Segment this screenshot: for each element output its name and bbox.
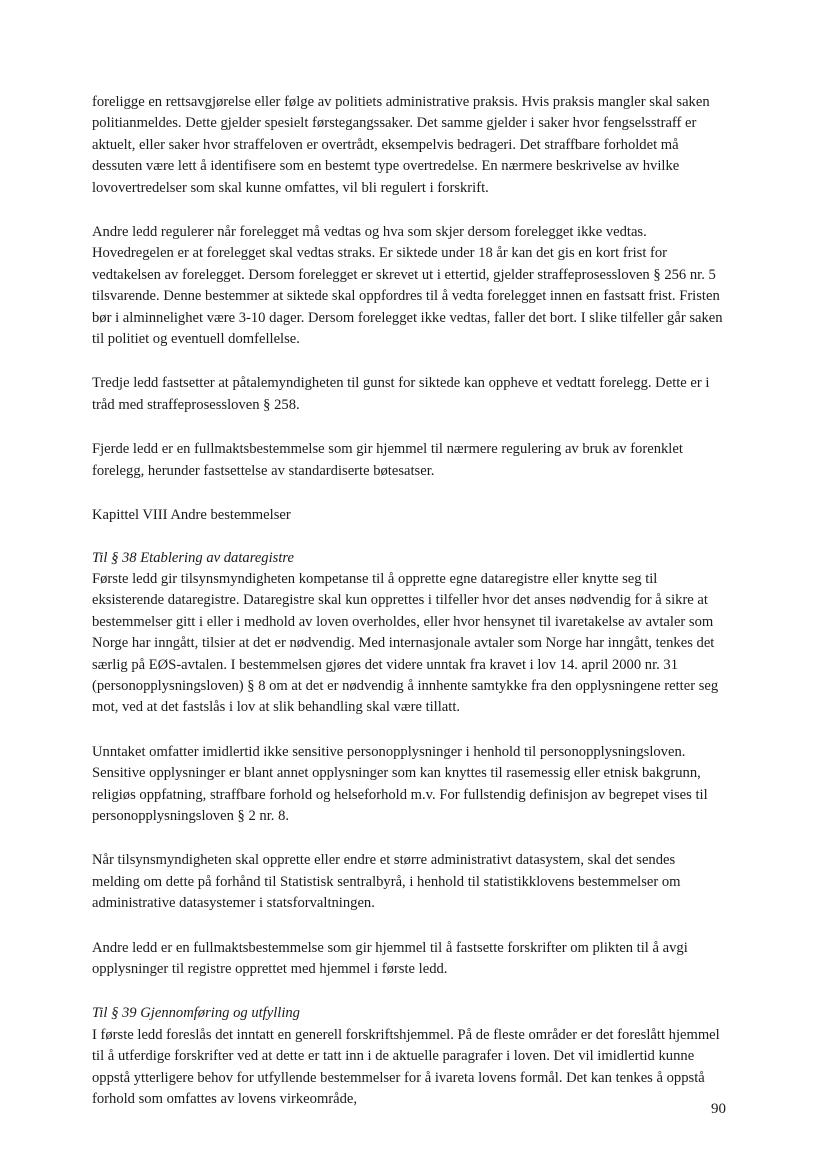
body-paragraph: Første ledd gir tilsynsmyndigheten kompetanse til å opprette egne dataregistre eller knytte seg til eksisterende dataregistre. Dataregistre skal kun opprettes i tilfeller hvor det anses nødvendig for å sikre at bestemmelser gitt i eller i medhold av loven overholdes, eller hvor hensynet til ivaretakelse av avtaler som Norge har inngått, tilsier at det er nødvendig. Med internasjonale avtaler som Norge har inngått, tenkes det særlig på EØS-avtalen. I bestemmelsen gjøres det videre unntak fra kravet i lov 14. april 2000 nr. 31 (personopplysningsloven) § 8 om at det er nødvendig å innhente samtykke fra den opplysningene retter seg mot, ved at det fastslås i lov at slik behandling skal være tillatt.: [92, 570, 719, 716]
section-heading: Til § 38 Etablering av dataregistre: [92, 549, 295, 566]
body-paragraph: Andre ledd regulerer når forelegget må vedtas og hva som skjer dersom forelegget ikke vedtas. Hovedregelen er at forelegget skal vedtas straks. Er siktede under 18 år kan det gis en kort frist for vedtakelsen av forelegget. Dersom forelegget er skrevet ut i ettertid, gjelder straffeprosessloven § 256 nr. 5 tilsvarende. Denne bestemmer at siktede skal oppfordres til å vedta forelegget innen en fastsatt frist. Fristen bør i alminnelighet være 3-10 dager. Dersom forelegget ikke vedtas, faller det bort. I slike tilfeller går saken til politiet og eventuell domfellelse.: [92, 224, 723, 348]
body-paragraph: Fjerde ledd er en fullmaktsbestemmelse som gir hjemmel til nærmere regulering av bruk av forenklet forelegg, herunder fastsettelse av standardiserte bøtesatser.: [92, 441, 683, 479]
document-page: [92, 92, 724, 1133]
page-number: 90: [711, 1101, 726, 1117]
body-paragraph: I første ledd foreslås det inntatt en generell forskriftshjemmel. På de fleste områder er det foreslått hjemmel til å utferdige forskrifter ved at dette er tatt inn i de aktuelle paragrafer i loven. Det vil imidlertid kunne oppstå ytterligere behov for utfyllende bestemmelser for å ivareta lovens formål. Det kan tenkes å oppstå forhold som omfattes av lovens virkeområde,: [92, 1026, 720, 1108]
section-heading: Til § 39 Gjennomføring og utfylling: [92, 1005, 300, 1022]
body-paragraph: Unntaket omfatter imidlertid ikke sensitive personopplysninger i henhold til personopplysningsloven. Sensitive opplysninger er blant annet opplysninger som kan knyttes til rasemessig eller etnisk bakgrunn, religiøs oppfatning, straffbare forhold og helseforhold m.v. For fullstendig definisjon av begrepet vises til personopplysningsloven § 2 nr. 8.: [92, 743, 708, 824]
body-paragraph: foreligge en rettsavgjørelse eller følge av politiets administrative praksis. Hvis praksis mangler skal saken politianmeldes. Dette gjelder spesielt førstegangssaker. Det samme gjelder i saker hvor fengselsstraff er aktuelt, eller saker hvor straffeloven er overtrådt, eksempelvis bedrageri. Det straffbare forholdet må dessuten være lett å identifisere som en bestemt type overtredelse. En nærmere beskrivelse av hvilke lovovertredelser som skal kunne omfattes, vil bli regulert i forskrift.: [92, 94, 710, 196]
chapter-title: Kapittel VIII Andre bestemmelser: [92, 507, 291, 524]
body-paragraph: Tredje ledd fastsetter at påtalemyndigheten til gunst for siktede kan oppheve et vedtatt forelegg. Dette er i tråd med straffeprosessloven § 258.: [92, 375, 710, 413]
body-paragraph: Andre ledd er en fullmaktsbestemmelse som gir hjemmel til å fastsette forskrifter om plikten til å avgi opplysninger til registre opprettet med hjemmel i første ledd.: [92, 939, 688, 977]
body-paragraph: Når tilsynsmyndigheten skal opprette eller endre et større administrativt datasystem, skal det sendes melding om dette på forhånd til Statistisk sentralbyrå, i henhold til statistikklovens bestemmelser om administrative datasystemer i statsforvaltningen.: [92, 852, 681, 912]
